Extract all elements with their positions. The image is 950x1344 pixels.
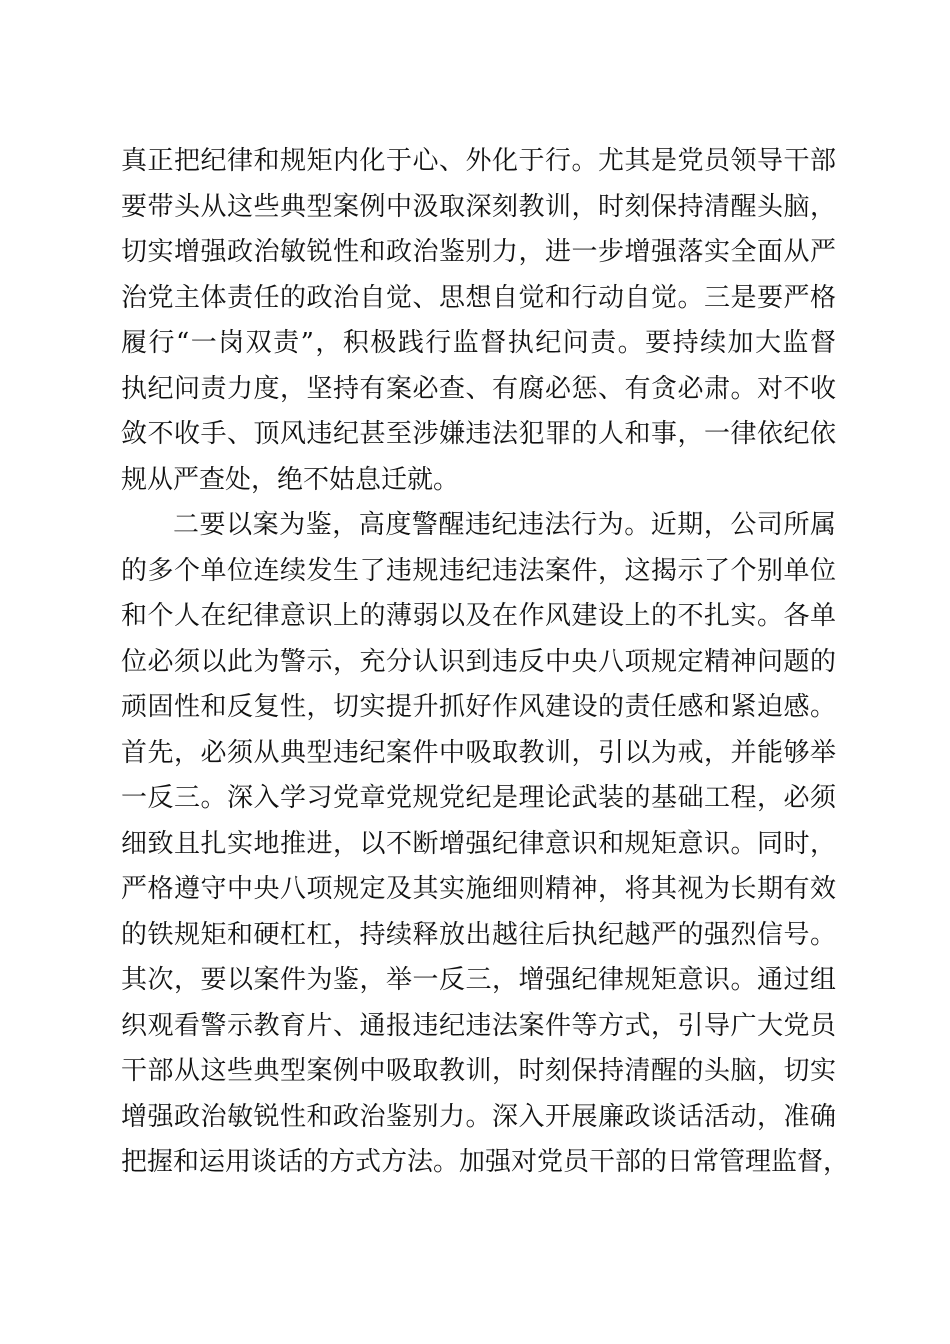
text-line: 把握和运用谈话的方式方法。加强对党员干部的日常管理监督，	[121, 1147, 850, 1177]
document-body	[121, 139, 850, 1186]
text-line: 一反三。深入学习党章党规党纪是理论武装的基础工程，必须	[121, 783, 836, 813]
text-line: 顽固性和反复性，切实提升抓好作风建设的责任感和紧迫感。	[121, 692, 836, 722]
paragraph-end-line: 规从严查处，绝不姑息迁就。	[121, 464, 460, 495]
text-line: 履行“一岗双责”，积极践行监督执纪问责。要持续加大监督	[121, 328, 836, 358]
text-line: 细致且扎实地推进，以不断增强纪律意识和规矩意识。同时，	[121, 828, 836, 859]
text-line: 和个人在纪律意识上的薄弱以及在作风建设上的不扎实。各单	[121, 601, 836, 631]
text-line: 治党主体责任的政治自觉、思想自觉和行动自觉。三是要严格	[121, 282, 836, 313]
text-line: 切实增强政治敏锐性和政治鉴别力，进一步增强落实全面从严	[121, 237, 836, 267]
paragraph-start-line: 二要以案为鉴，高度警醒违纪违法行为。近期，公司所属	[173, 510, 836, 540]
text-line: 执纪问责力度，坚持有案必查、有腐必惩、有贪必肃。对不收	[121, 373, 836, 404]
text-line: 的多个单位连续发生了违规违纪违法案件，这揭示了个别单位	[121, 555, 836, 586]
text-line: 要带头从这些典型案例中汲取深刻教训，时刻保持清醒头脑，	[121, 191, 836, 222]
text-line: 严格遵守中央八项规定及其实施细则精神，将其视为长期有效	[121, 874, 836, 904]
text-line: 其次，要以案件为鉴，举一反三，增强纪律规矩意识。通过组	[121, 965, 836, 995]
text-line: 增强政治敏锐性和政治鉴别力。深入开展廉政谈话活动，准确	[121, 1101, 836, 1132]
text-line: 织观看警示教育片、通报违纪违法案件等方式，引导广大党员	[121, 1010, 836, 1041]
text-line: 的铁规矩和硬杠杠，持续释放出越往后执纪越严的强烈信号。	[121, 919, 836, 950]
text-line: 位必须以此为警示，充分认识到违反中央八项规定精神问题的	[121, 646, 836, 677]
text-line: 干部从这些典型案例中吸取教训，时刻保持清醒的头脑，切实	[121, 1056, 836, 1086]
text-line: 首先，必须从典型违纪案件中吸取教训，引以为戒，并能够举	[121, 737, 836, 768]
text-line: 敛不收手、顶风违纪甚至涉嫌违法犯罪的人和事，一律依纪依	[121, 419, 836, 449]
text-line: 真正把纪律和规矩内化于心、外化于行。尤其是党员领导干部	[121, 146, 836, 176]
